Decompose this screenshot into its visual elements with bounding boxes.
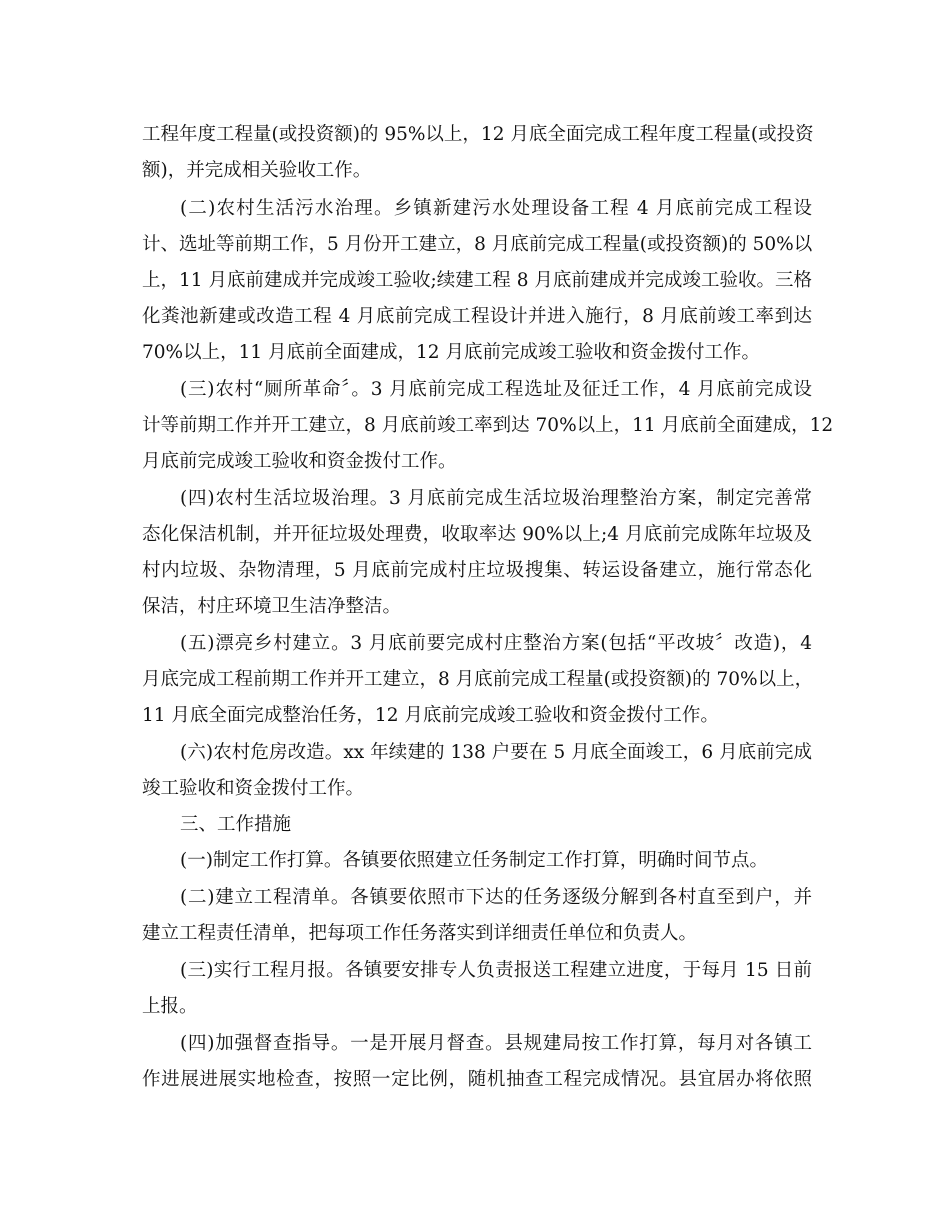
text-line: 建立工程责任清单，把每项工作任务落实到详细责任单位和负责人。 [142, 923, 698, 944]
text-line: 竣工验收和资金拨付工作。 [142, 778, 365, 799]
text-line: 月底完成工程前期工作并开工建立，8 月底前完成工程量(或投资额)的 70%以上， [142, 669, 814, 690]
paragraph-start-line: (四)加强督查指导。一是开展月督查。县规建局按工作打算，每月对各镇工 [180, 1033, 812, 1054]
paragraph-start-line: (六)农村危房改造。xx 年续建的 138 户要在 5 月底全面竣工，6 月底前完成 [180, 742, 812, 763]
text-line: 计、选址等前期工作，5 月份开工建立，8 月底前完成工程量(或投资额)的 50%以 [142, 234, 813, 255]
text-line: 保洁，村庄环境卫生洁净整洁。 [142, 596, 402, 617]
text-line: 上报。 [142, 996, 198, 1017]
text-line: 村内垃圾、杂物清理，5 月底前完成村庄垃圾搜集、转运设备建立，施行常态化 [142, 560, 812, 581]
paragraph-start-line: (二)农村生活污水治理。乡镇新建污水处理设备工程 4 月底前完成工程设 [180, 198, 812, 219]
paragraph-start-line: (二)建立工程清单。各镇要依照市下达的任务逐级分解到各村直至到户，并 [180, 887, 812, 908]
text-line: 计等前期工作并开工建立，8 月底前竣工率到达 70%以上，11 月底前全面建成，12 [142, 415, 834, 436]
text-line: 11 月底全面完成整治任务，12 月底前完成竣工验收和资金拨付工作。 [142, 705, 719, 726]
text-line: 工程年度工程量(或投资额)的 95%以上，12 月底全面完成工程年度工程量(或投资 [142, 124, 814, 145]
text-line: 化粪池新建或改造工程 4 月底前完成工程设计并进入施行，8 月底前竣工率到达 [142, 306, 812, 327]
text-line: 作进展进展实地检查，按照一定比例，随机抽查工程完成情况。县宜居办将依照 [142, 1069, 812, 1090]
paragraph-start-line: (一)制定工作打算。各镇要依照建立任务制定工作打算，明确时间节点。 [180, 850, 768, 871]
text-line: 上，11 月底前建成并完成竣工验收;续建工程 8 月底前建成并完成竣工验收。三格 [142, 270, 812, 291]
paragraph-start-line: (四)农村生活垃圾治理。3 月底前完成生活垃圾治理整治方案，制定完善常 [180, 488, 812, 509]
text-line: 态化保洁机制，并开征垃圾处理费，收取率达 90%以上;4 月底前完成陈年垃圾及 [142, 524, 812, 545]
text-line: 额)，并完成相关验收工作。 [142, 160, 372, 181]
paragraph-start-line: (三)农村“厕所革命〞。3 月底前完成工程选址及征迁工作，4 月底前完成设 [180, 379, 812, 400]
paragraph-start-line: (五)漂亮乡村建立。3 月底前要完成村庄整治方案(包括“平改坡〞改造)，4 [180, 633, 812, 654]
text-line: 70%以上，11 月底前全面建成，12 月底前完成竣工验收和资金拨付工作。 [142, 342, 760, 363]
section-heading: 三、工作措施 [180, 814, 292, 835]
text-line: 月底前完成竣工验收和资金拨付工作。 [142, 451, 457, 472]
paragraph-start-line: (三)实行工程月报。各镇要安排专人负责报送工程建立进度，于每月 15 日前 [180, 960, 812, 981]
